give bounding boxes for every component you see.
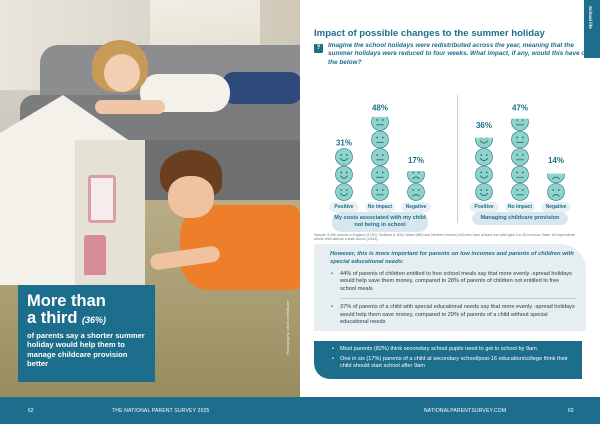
face-eye: [382, 137, 384, 139]
happy-face-icon: [336, 184, 353, 201]
neutral-face-icon: [512, 114, 529, 131]
face-eye: [382, 154, 384, 156]
face-eye: [486, 154, 488, 156]
value-label: 14%: [547, 156, 565, 165]
face-eye: [516, 154, 518, 156]
value-label: 17%: [407, 156, 425, 165]
happy-face-icon: [476, 184, 493, 201]
category-label: No impact: [365, 202, 395, 212]
category-label: Positive: [469, 202, 499, 212]
callout-percentage: (36%): [82, 315, 107, 325]
neutral-face-icon: [372, 114, 389, 131]
group-label: My costs associated with my child not being in school: [332, 212, 428, 232]
key-findings-box: [314, 341, 582, 379]
partial-face: [512, 114, 529, 131]
face-eye: [480, 189, 482, 191]
neutral-face-icon: [512, 166, 529, 183]
face-eye: [552, 172, 554, 174]
chart-divider: [457, 95, 458, 223]
face-eye: [480, 137, 482, 139]
neutral-face-icon: [512, 149, 529, 166]
footer-title: THE NATIONAL PARENT SURVEY 2025: [112, 408, 210, 414]
section-tab-label: School life: [588, 6, 593, 29]
face-eye: [340, 154, 342, 156]
neutral-face-icon: [512, 184, 529, 201]
info-item: • 37% of parents of a child with special educational needs say that more evenly -spread holidays would help them save money, compared to 29% of parents of a child without special educational needs: [330, 304, 576, 326]
category-label: Negative: [541, 202, 571, 212]
face-eye: [376, 154, 378, 156]
face-eye: [480, 154, 482, 156]
sad-face-icon: [548, 166, 565, 183]
face-eye: [346, 189, 348, 191]
face-eye: [382, 189, 384, 191]
face-eye: [480, 172, 482, 174]
callout-headline-1: More than: [27, 292, 106, 310]
sample-note: Sample: 5,466 parents in England (3,190), Scotland (1,000), Wales (860) and Northern Ireland (416) who have at least one child aged 4 to 18 in school. Base: All respondents whose child attends a state school (4,834).: [314, 233, 576, 242]
happy-face-icon: [336, 166, 353, 183]
value-label: 47%: [511, 103, 529, 113]
face-eye: [376, 119, 378, 121]
face-eye: [418, 189, 420, 191]
face-eye: [516, 172, 518, 174]
face-eye: [418, 172, 420, 174]
category-label: Positive: [329, 202, 359, 212]
happy-face-icon: [336, 149, 353, 166]
footer-url: NATIONALPARENTSURVEY.COM: [424, 408, 507, 414]
callout-body: of parents say a shorter summer holiday would help them to manage childcare provision better: [27, 331, 145, 368]
neutral-face-icon: [512, 131, 529, 148]
face-eye: [382, 172, 384, 174]
divider: [340, 298, 576, 299]
face-eye: [412, 189, 414, 191]
face-eye: [346, 154, 348, 156]
sad-face-icon: [548, 184, 565, 201]
neutral-face-icon: [372, 184, 389, 201]
face-eye: [522, 189, 524, 191]
face-eye: [346, 172, 348, 174]
partial-face: [372, 114, 389, 131]
partial-face: [476, 131, 493, 148]
face-eye: [552, 189, 554, 191]
face-eye: [382, 119, 384, 121]
info-heading: However, this is more important for parents on low incomes and parents of children with special educational needs:: [330, 251, 574, 265]
face-eye: [558, 172, 560, 174]
face-eye: [522, 172, 524, 174]
value-label: 36%: [475, 121, 493, 130]
happy-face-icon: [476, 149, 493, 166]
happy-face-icon: [476, 166, 493, 183]
face-eye: [516, 189, 518, 191]
face-eye: [486, 137, 488, 139]
sad-face-icon: [408, 184, 425, 201]
value-label: 31%: [335, 138, 353, 148]
face-eye: [522, 154, 524, 156]
face-eye: [486, 172, 488, 174]
face-eye: [516, 119, 518, 121]
callout-headline-2: a third (36%): [27, 309, 107, 327]
page-number-left: 62: [28, 408, 34, 414]
question-icon: ?: [314, 44, 323, 53]
right-page: [300, 0, 600, 424]
survey-question: Imagine the school holidays were redistributed across the year, meaning that the summer holidays were reduced to four weeks. What impact, if any, would this have on the below?: [328, 42, 590, 66]
page-title: Impact of possible changes to the summer holiday: [314, 28, 545, 39]
partial-face: [408, 166, 425, 183]
face-eye: [412, 172, 414, 174]
face-eye: [376, 189, 378, 191]
face-eye: [340, 189, 342, 191]
face-eye: [516, 137, 518, 139]
stat-callout: [18, 285, 155, 382]
photo-credit: Photography: stock contributor: [285, 300, 290, 355]
info-item: • 44% of parents of children entitled to free school meals say that more evenly -spread holidays would help save them money, compared to 28% of parents of children not entitled to free school meals: [330, 271, 576, 293]
face-eye: [486, 189, 488, 191]
face-eye: [340, 172, 342, 174]
face-eye: [376, 137, 378, 139]
finding-item: • Most parents (82%) think secondary school pupils need to get to school by 9am: [332, 346, 572, 353]
sad-face-icon: [408, 166, 425, 183]
group-label: Managing childcare provision: [472, 212, 568, 225]
happy-face-icon: [476, 131, 493, 148]
value-label: 48%: [371, 103, 389, 113]
page-number-right: 63: [568, 408, 574, 414]
face-eye: [558, 189, 560, 191]
face-eye: [376, 172, 378, 174]
category-label: Negative: [401, 202, 431, 212]
neutral-face-icon: [372, 131, 389, 148]
finding-item: • One in six (17%) parents of a child at secondary school/post-16 education/college think their child should start school after 9am: [332, 356, 572, 370]
info-box: [314, 244, 586, 331]
neutral-face-icon: [372, 149, 389, 166]
category-label: No impact: [505, 202, 535, 212]
face-eye: [522, 137, 524, 139]
face-eye: [522, 119, 524, 121]
partial-face: [548, 166, 565, 183]
neutral-face-icon: [372, 166, 389, 183]
